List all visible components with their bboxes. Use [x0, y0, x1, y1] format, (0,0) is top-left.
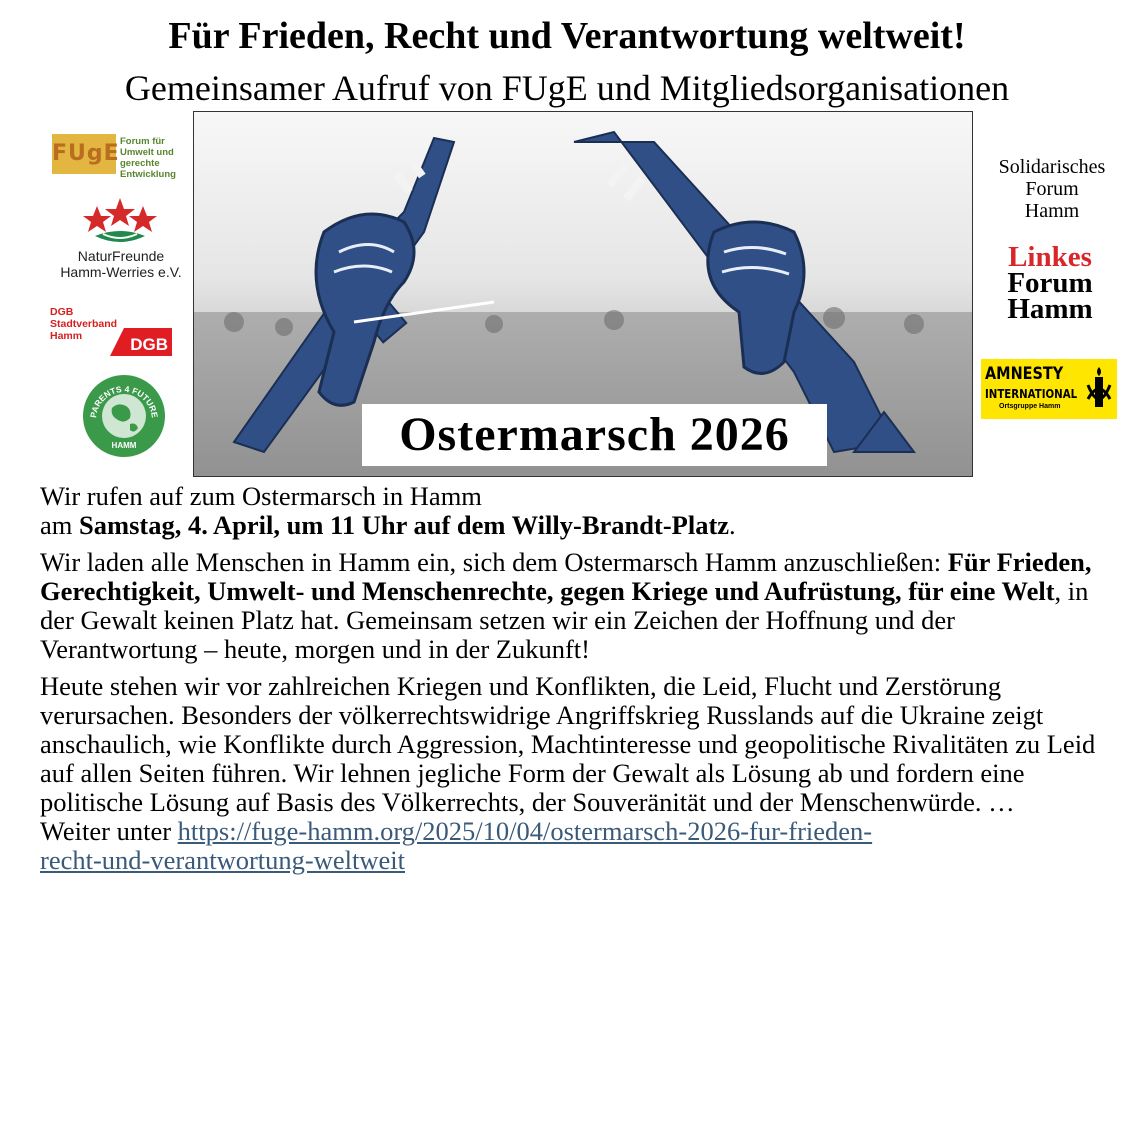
- more-info: Weiter unter https://fuge-hamm.org/2025/10/04/ostermarsch-2026-fur-frieden- recht-und-verantwortung-weltweit: [40, 816, 873, 875]
- parents-for-future-logo: [82, 374, 166, 458]
- amnesty-line2: INTERNATIONAL: [985, 387, 1078, 401]
- article-link[interactable]: https://fuge-hamm.org/2025/10/04/ostermarsch-2026-fur-frieden- recht-und-verantwortung-weltweit: [40, 816, 873, 875]
- naturfreunde-text: NaturFreunde Hamm-Werries e.V.: [60, 248, 182, 280]
- p4f-arc-text: PARENTS 4 FUTURE: [88, 383, 160, 419]
- dgb-badge-icon: [110, 328, 172, 356]
- invitation-goals: Für Frieden, Gerechtigkeit, Umwelt- und Menschenrechte, gegen Kriege und Aufrüstung, für eine Welt: [40, 547, 1092, 606]
- amnesty-line1: AMNESTY: [985, 364, 1064, 384]
- page-title: Für Frieden, Recht und Verantwortung weltweit!: [168, 15, 966, 57]
- naturfreunde-flowers-icon: [45, 198, 195, 248]
- event-details: Samstag, 4. April, um 11 Uhr auf dem Willy-Brandt-Platz: [79, 510, 730, 540]
- fuge-logo-text: Forum für Umwelt und gerechte Entwicklung: [120, 136, 176, 180]
- solidarisches-forum-logo: Solidarisches Forum Hamm: [998, 156, 1106, 222]
- p4f-bottom-text: HAMM: [111, 441, 137, 450]
- fuge-logo: [52, 130, 192, 182]
- parents-for-future-icon: [82, 374, 166, 458]
- amnesty-line3: Ortsgruppe Hamm: [999, 403, 1061, 410]
- naturfreunde-logo: [45, 198, 195, 293]
- body-text: [40, 482, 1110, 875]
- amnesty-logo: [981, 359, 1117, 419]
- ostermarsch-label: Ostermarsch 2026: [362, 404, 827, 466]
- invitation-paragraph: Wir laden alle Menschen in Hamm ein, sich dem Ostermarsch Hamm anzuschließen: Für Frieden, Gerechtigkeit, Umwelt- und Menschenrechte, gegen Kriege und Aufrüstung, für eine Welt, in der Gewalt keinen Platz hat. Gemeinsam setzen wir ein Zeichen der Hoffnung und der Verantwortung – heute, morgen und in der Zukunft!: [40, 547, 1092, 664]
- intro-paragraph: Wir rufen auf zum Ostermarsch in Hamm am Samstag, 4. April, um 11 Uhr auf dem Willy-Brandt-Platz.: [40, 481, 736, 540]
- ostermarsch-hero-image: [193, 111, 973, 477]
- page-subtitle: Gemeinsamer Aufruf von FUgE und Mitgliedsorganisationen: [124, 68, 1010, 108]
- linkes-forum-logo: Linkes Forum Hamm: [1007, 241, 1093, 325]
- fuge-mark: FUgE: [52, 134, 116, 174]
- dgb-logo-text: DGB Stadtverband Hamm: [50, 306, 118, 342]
- situation-paragraph: Heute stehen wir vor zahlreichen Kriegen und Konflikten, die Leid, Flucht und Zerstörung verursachen. Besonders der völkerrechtswidrige Angriffskrieg Russlands auf die Ukraine zeigt anschaulich, wie Konflikte durch Aggression, Machtinteresse und geopolitische Rivalitäten zu Leid auf allen Seiten führen. Wir lehnen jegliche Form der Gewalt als Lösung ab und fordern eine politische Lösung auf Basis des Völkerrechts, der Souveränität und der Menschenwürde. …: [40, 671, 1096, 817]
- dgb-badge-label: DGB: [130, 335, 168, 354]
- candle-icon: [1085, 365, 1113, 413]
- dgb-logo: [50, 306, 180, 362]
